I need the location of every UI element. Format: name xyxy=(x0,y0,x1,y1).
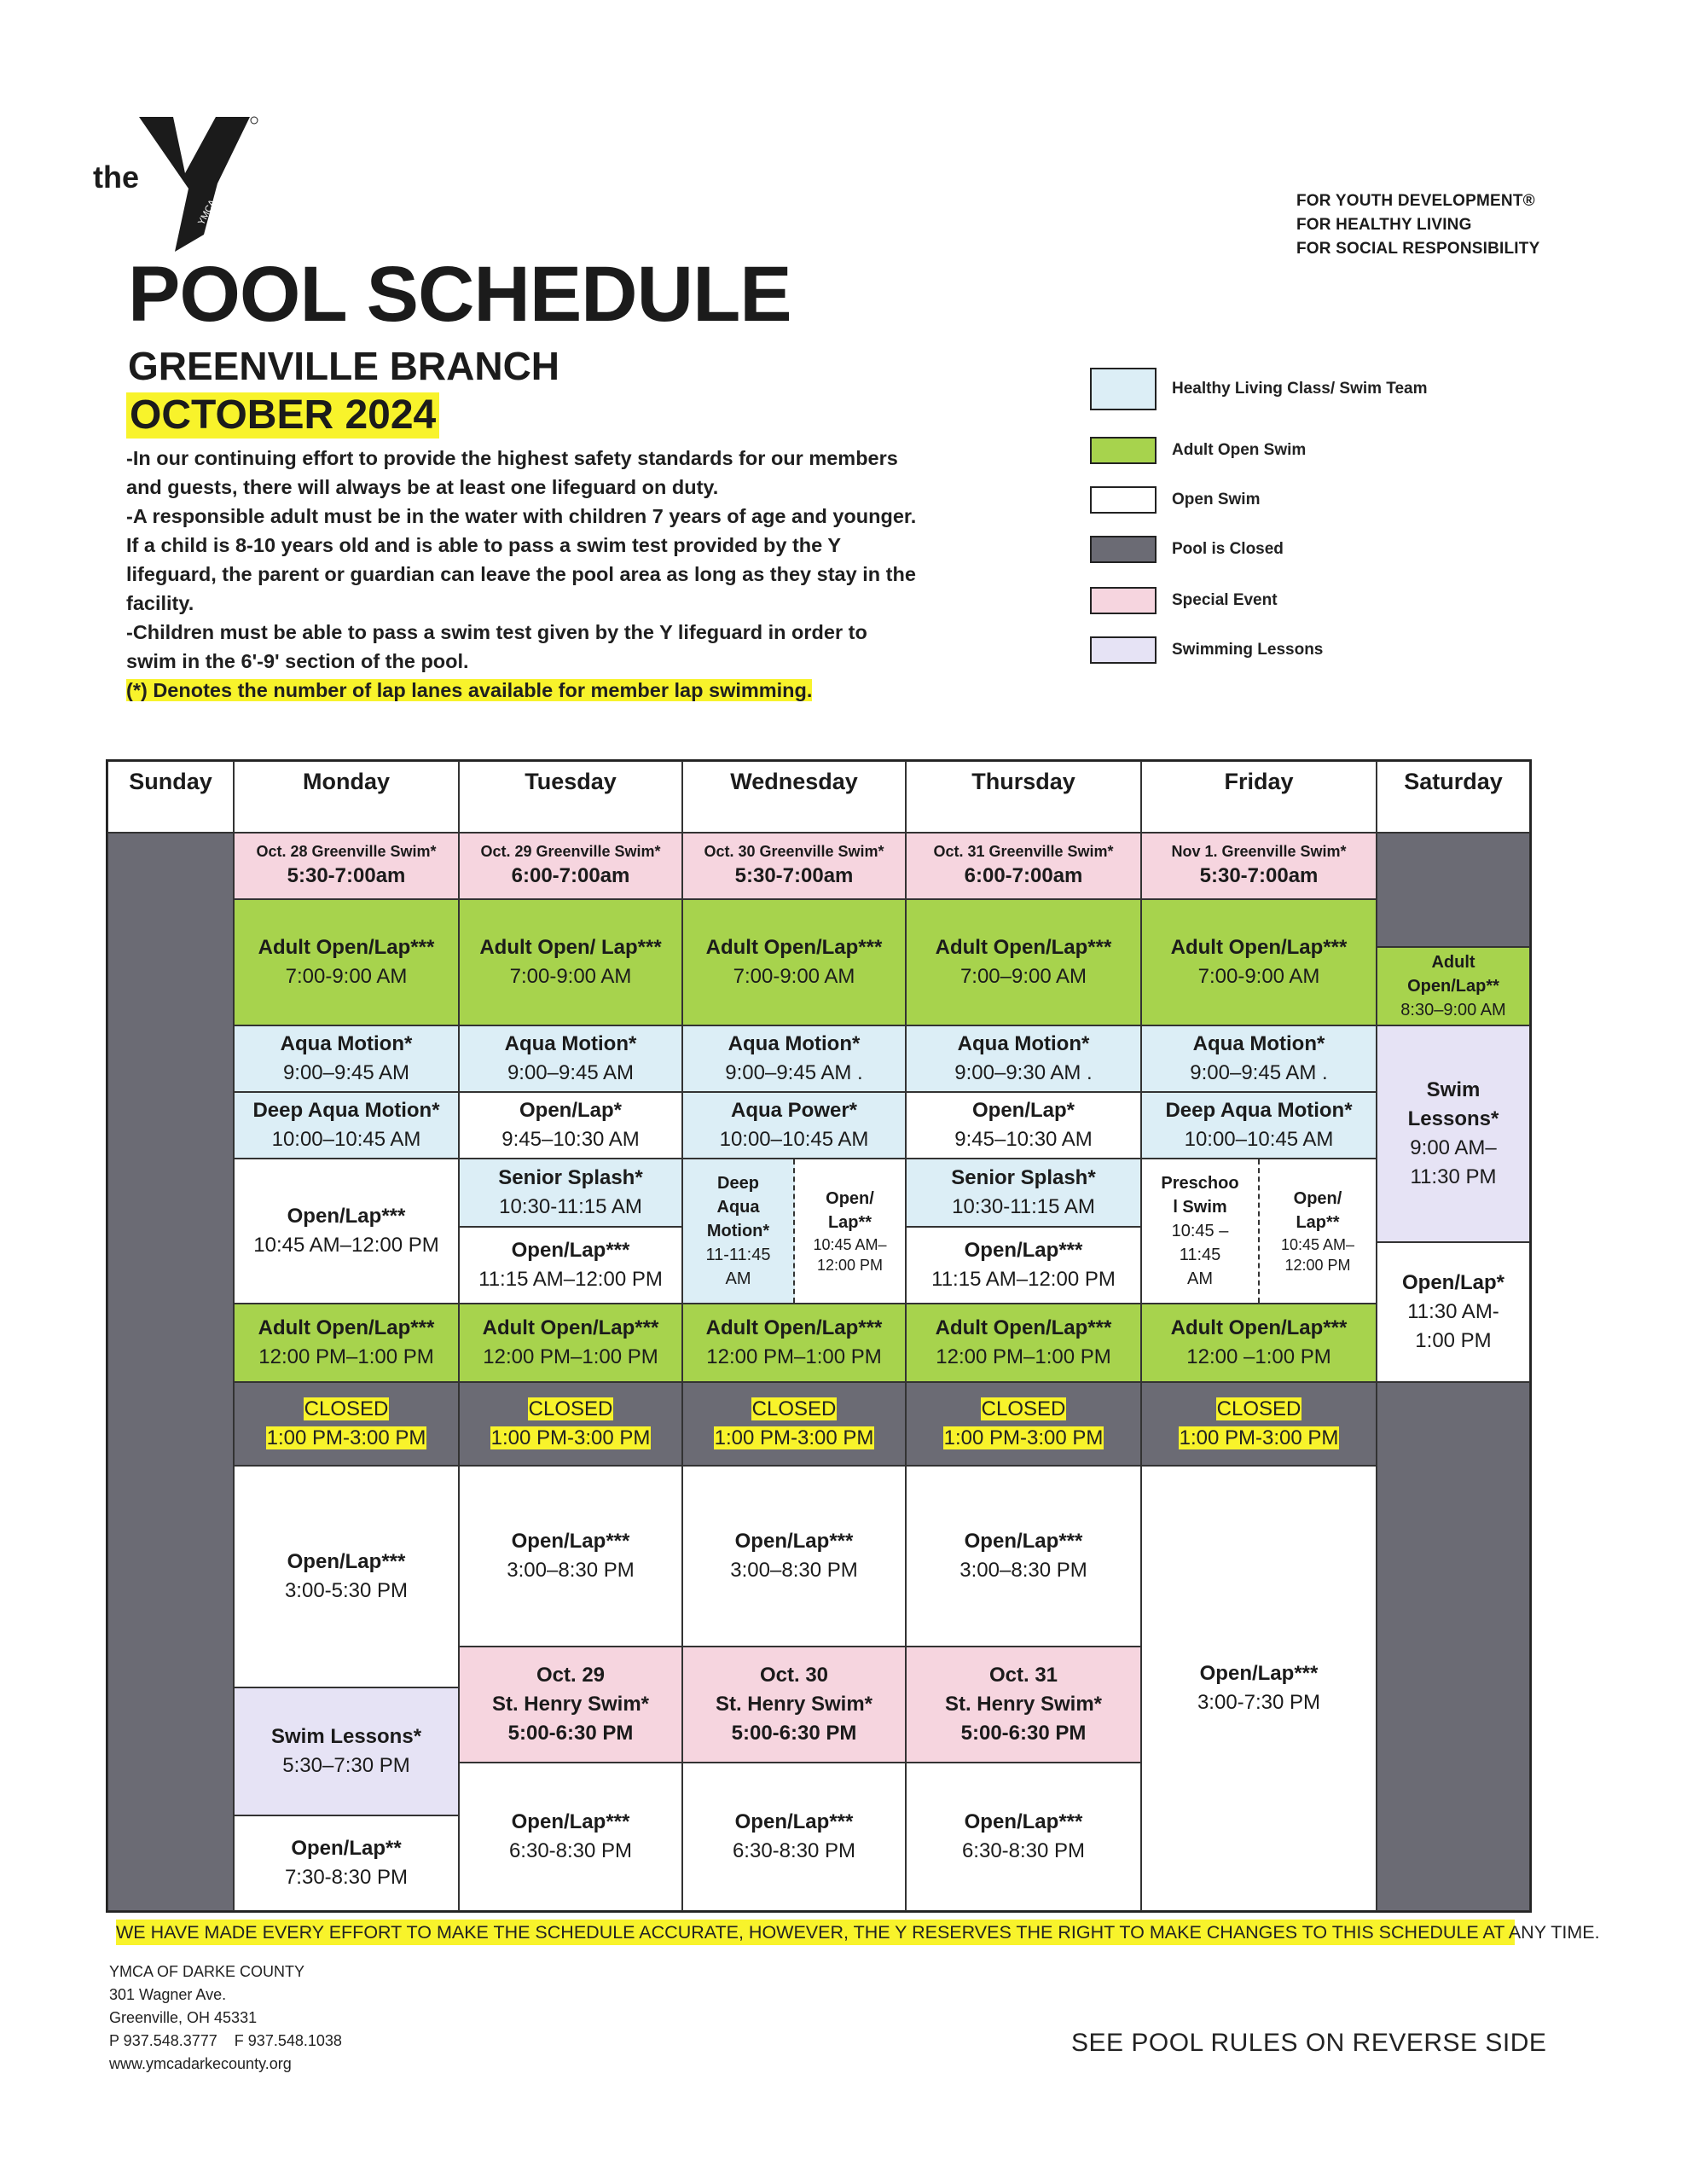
slot-name: Open/Lap* xyxy=(1401,1271,1504,1294)
slot-name: Adult Open/Lap*** xyxy=(482,1316,659,1339)
address-line: P 937.548.3777 F 937.548.1038 xyxy=(109,2032,342,2049)
slot-name: Aqua Motion* xyxy=(957,1032,1090,1055)
legend-item xyxy=(1090,479,1260,520)
address-line: YMCA OF DARKE COUNTY xyxy=(109,1963,305,1980)
legend-swatch xyxy=(1090,636,1157,664)
saturday-closed-block xyxy=(1377,833,1530,947)
slot-name: Adult Open/Lap*** xyxy=(705,1316,883,1339)
note-lap-lanes: (*) Denotes the number of lap lanes available for member lap swimming. xyxy=(126,679,813,701)
slot-time: 12:00 PM–1:00 PM xyxy=(936,1345,1111,1368)
special-event-slot xyxy=(906,1647,1141,1763)
slot-time: 5:30-7:00am xyxy=(287,864,406,887)
slot-name: St. Henry Swim* xyxy=(491,1693,650,1716)
slot-time: 11:15 AM–12:00 PM xyxy=(478,1268,663,1291)
slot-time: 7:30-8:30 PM xyxy=(284,1866,409,1889)
closed-time: 1:00 PM-3:00 PM xyxy=(714,1426,874,1449)
slot-name: Motion* xyxy=(706,1222,770,1240)
schedule-slot-left xyxy=(683,1159,795,1303)
slot-name: Adult Open/Lap*** xyxy=(258,1316,435,1339)
closed-slot xyxy=(682,1382,906,1466)
legend-item xyxy=(1090,529,1284,570)
slot-time: 9:45–10:30 AM xyxy=(954,1128,1093,1151)
slot-time: 6:00-7:00am xyxy=(511,864,630,887)
slot-time: 8:30–9:00 AM xyxy=(1400,1001,1506,1019)
slot-name: Aqua Motion* xyxy=(728,1032,861,1055)
slot-time: 5:00-6:30 PM xyxy=(507,1722,634,1745)
slot-name: Oct. 28 Greenville Swim* xyxy=(256,843,437,860)
legend-label: Healthy Living Class/ Swim Team xyxy=(1172,380,1428,398)
schedule-slot xyxy=(906,1227,1141,1304)
schedule-slot-right xyxy=(1260,1159,1376,1303)
legend-item xyxy=(1090,430,1306,471)
slot-time: 9:45–10:30 AM xyxy=(501,1128,640,1151)
schedule-slot xyxy=(1377,1025,1530,1242)
schedule-slot xyxy=(459,833,682,899)
slot-name: Open/Lap*** xyxy=(1199,1662,1319,1685)
slot-time: 6:30-8:30 PM xyxy=(961,1839,1086,1862)
slot-name: Open/ xyxy=(1293,1189,1342,1208)
legend-item xyxy=(1090,369,1428,410)
closed-slot xyxy=(906,1382,1141,1466)
day-header-thursday: Thursday xyxy=(906,761,1141,833)
legend-swatch xyxy=(1090,368,1157,410)
schedule-slot xyxy=(682,1092,906,1159)
day-header-sunday: Sunday xyxy=(107,761,234,833)
schedule-slot xyxy=(459,1763,682,1911)
schedule-slot xyxy=(1141,833,1377,899)
sunday-closed-block xyxy=(107,833,234,1911)
special-event-slot xyxy=(682,1647,906,1763)
slot-time: 9:00–9:30 AM . xyxy=(954,1061,1093,1084)
slot-name: Adult Open/Lap*** xyxy=(935,936,1112,959)
slot-name: Open/Lap*** xyxy=(734,1530,854,1553)
slot-name: Deep xyxy=(717,1174,759,1193)
ymca-logo xyxy=(90,107,273,252)
slot-time: 12:00 PM xyxy=(1284,1257,1351,1274)
slot-time: 6:30-8:30 PM xyxy=(732,1839,856,1862)
slot-time: 10:45 AM–12:00 PM xyxy=(253,1234,439,1257)
slot-name: Adult Open/Lap*** xyxy=(1170,936,1348,959)
slot-name: Open/Lap*** xyxy=(511,1810,630,1833)
website-link[interactable]: www.ymcadarkecounty.org xyxy=(109,2055,292,2072)
closed-time: 1:00 PM-3:00 PM xyxy=(943,1426,1104,1449)
schedule-slot xyxy=(234,1466,459,1687)
mission-line: FOR HEALTHY LIVING xyxy=(1296,216,1472,234)
slot-time: 5:30–7:30 PM xyxy=(282,1754,410,1777)
page-title: POOL SCHEDULE xyxy=(128,251,791,338)
legend-label: Open Swim xyxy=(1172,491,1261,508)
slot-name: Aqua Motion* xyxy=(504,1032,637,1055)
slot-time: 11:15 AM–12:00 PM xyxy=(931,1268,1116,1291)
legend-swatch xyxy=(1090,437,1157,464)
slot-time: 10:45 AM– xyxy=(813,1236,887,1253)
slot-name: Open/Lap*** xyxy=(511,1239,630,1262)
slot-time: 11:30 AM- xyxy=(1407,1300,1499,1323)
schedule-slot xyxy=(459,1159,682,1227)
slot-name: Open/Lap*** xyxy=(287,1205,406,1228)
schedule-slot xyxy=(906,1466,1141,1647)
safety-notes xyxy=(126,444,919,705)
schedule-slot xyxy=(1141,1092,1377,1159)
schedule-slot xyxy=(459,1227,682,1304)
slot-time: 1:00 PM xyxy=(1415,1329,1492,1352)
slot-name: Aqua Power* xyxy=(730,1099,858,1122)
slot-time: 5:00-6:30 PM xyxy=(960,1722,1087,1745)
slot-name: Adult Open/Lap*** xyxy=(935,1316,1112,1339)
slot-name: St. Henry Swim* xyxy=(715,1693,873,1716)
slot-time: 10:45 AM– xyxy=(1280,1236,1355,1253)
closed-label: CLOSED xyxy=(981,1397,1066,1420)
legend-label: Pool is Closed xyxy=(1172,540,1284,558)
schedule-slot xyxy=(682,1466,906,1647)
schedule-slot xyxy=(234,833,459,899)
legend-label: Adult Open Swim xyxy=(1172,441,1307,459)
slot-time: 12:00 PM–1:00 PM xyxy=(706,1345,882,1368)
slot-name: Aqua Motion* xyxy=(1192,1032,1325,1055)
slot-time: 5:30-7:00am xyxy=(734,864,854,887)
mission-line: FOR YOUTH DEVELOPMENT® xyxy=(1296,192,1535,210)
logo-sub: YMCA xyxy=(196,198,218,227)
schedule-slot xyxy=(459,1304,682,1382)
slot-name: Open/Lap*** xyxy=(511,1530,630,1553)
slot-time: 3:00-5:30 PM xyxy=(284,1579,409,1602)
schedule-slot xyxy=(1377,1242,1530,1382)
slot-time: 9:00–9:45 AM xyxy=(507,1061,635,1084)
slot-name: Deep Aqua Motion* xyxy=(1165,1099,1353,1122)
slot-time: AM xyxy=(1187,1269,1213,1288)
slot-date: Oct. 29 xyxy=(536,1664,606,1687)
closed-time: 1:00 PM-3:00 PM xyxy=(266,1426,426,1449)
slot-time: 12:00 PM–1:00 PM xyxy=(483,1345,658,1368)
schedule-slot xyxy=(906,833,1141,899)
slot-name: Open/Lap* xyxy=(971,1099,1075,1122)
schedule-slot xyxy=(906,1304,1141,1382)
note-deep-end: -Children must be able to pass a swim test given by the Y lifeguard in order to swim in the 6'-9' section of the pool. xyxy=(126,621,867,672)
day-header-tuesday: Tuesday xyxy=(459,761,682,833)
special-event-slot xyxy=(459,1647,682,1763)
slot-name: Adult Open/Lap*** xyxy=(1170,1316,1348,1339)
slot-time: 3:00-7:30 PM xyxy=(1197,1691,1321,1714)
slot-time: 5:30-7:00am xyxy=(1199,864,1319,887)
slot-time: 9:00 AM– xyxy=(1410,1136,1497,1159)
note-supervision: -A responsible adult must be in the water with children 7 years of age and younger. If a child is 8-10 years old and is able to pass a swim test provided by the Y lifeguard, the parent or guardian can leave the pool area as long as they stay in the facility. xyxy=(126,505,917,614)
legend-swatch xyxy=(1090,536,1157,563)
closed-label: CLOSED xyxy=(528,1397,613,1420)
schedule-slot xyxy=(1141,899,1377,1025)
slot-name: Open/Lap*** xyxy=(964,1530,1083,1553)
schedule-slot-right xyxy=(795,1159,905,1303)
legend-label: Special Event xyxy=(1172,591,1278,609)
slot-time: 12:00 PM xyxy=(816,1257,884,1274)
day-header-friday: Friday xyxy=(1141,761,1377,833)
schedule-slot xyxy=(906,1159,1141,1227)
slot-name: Oct. 29 Greenville Swim* xyxy=(480,843,661,860)
slot-time: 6:00-7:00am xyxy=(964,864,1083,887)
slot-name: Lap** xyxy=(827,1213,872,1232)
slot-name: Senior Splash* xyxy=(951,1166,1096,1189)
slot-name: Adult Open/Lap*** xyxy=(258,936,435,959)
slot-time: 7:00-9:00 AM xyxy=(733,965,855,988)
slot-time: 7:00-9:00 AM xyxy=(285,965,408,988)
slot-time: AM xyxy=(725,1269,751,1288)
legend-label: Swimming Lessons xyxy=(1172,641,1324,659)
slot-name: Open/Lap*** xyxy=(964,1810,1083,1833)
closed-label: CLOSED xyxy=(304,1397,389,1420)
slot-name: Adult xyxy=(1431,953,1475,972)
day-header-wednesday: Wednesday xyxy=(682,761,906,833)
slot-time: 11-11:45 xyxy=(705,1246,771,1264)
schedule-slot xyxy=(234,1092,459,1159)
slot-time: 10:00–10:45 AM xyxy=(1184,1128,1334,1151)
slot-name: Senior Splash* xyxy=(498,1166,643,1189)
slot-name: Nov 1. Greenville Swim* xyxy=(1171,843,1347,860)
schedule-slot xyxy=(459,1466,682,1647)
schedule-slot xyxy=(906,899,1141,1025)
slot-name: Lap** xyxy=(1296,1213,1340,1232)
closed-slot xyxy=(1141,1382,1377,1466)
branch-name: GREENVILLE BRANCH xyxy=(128,344,560,388)
slot-name: Lessons* xyxy=(1407,1107,1499,1130)
schedule-month: OCTOBER 2024 xyxy=(126,392,439,439)
slot-time: 10:30-11:15 AM xyxy=(952,1195,1095,1218)
slot-name: Adult Open/Lap*** xyxy=(705,936,883,959)
schedule-slot xyxy=(682,1025,906,1092)
slot-name: Deep Aqua Motion* xyxy=(252,1099,440,1122)
legend-swatch xyxy=(1090,587,1157,614)
slot-time: 3:00–8:30 PM xyxy=(959,1559,1087,1582)
schedule-slot xyxy=(682,899,906,1025)
closed-slot xyxy=(459,1382,682,1466)
slot-name: Aqua Motion* xyxy=(280,1032,413,1055)
schedule-slot xyxy=(906,1092,1141,1159)
schedule-slot xyxy=(1141,1466,1377,1911)
slot-time: 7:00-9:00 AM xyxy=(509,965,632,988)
legend-item xyxy=(1090,580,1278,621)
slot-time: 9:00–9:45 AM . xyxy=(725,1061,863,1084)
legend-swatch xyxy=(1090,486,1157,514)
slot-name: Open/Lap*** xyxy=(287,1550,406,1573)
schedule-slot xyxy=(906,1025,1141,1092)
slot-name: Open/Lap** xyxy=(291,1837,402,1860)
slot-time: 3:00–8:30 PM xyxy=(507,1559,635,1582)
slot-time: 11:30 PM xyxy=(1410,1165,1497,1188)
schedule-slot xyxy=(234,1815,459,1911)
slot-time: 12:00 PM–1:00 PM xyxy=(258,1345,434,1368)
schedule-slot xyxy=(1141,1025,1377,1092)
day-header-monday: Monday xyxy=(234,761,459,833)
slot-date: Oct. 30 xyxy=(759,1664,829,1687)
schedule-slot xyxy=(459,899,682,1025)
legend-item xyxy=(1090,630,1323,671)
slot-name: Adult Open/ Lap*** xyxy=(479,936,662,959)
branch-address xyxy=(109,1960,342,2076)
footer-note: SEE POOL RULES ON REVERSE SIDE xyxy=(1071,2029,1547,2057)
slot-time: 9:00–9:45 AM xyxy=(282,1061,410,1084)
slot-name: Aqua xyxy=(716,1198,760,1217)
slot-time: 12:00 –1:00 PM xyxy=(1186,1345,1331,1368)
slot-name: Open/Lap* xyxy=(519,1099,622,1122)
slot-name: Open/Lap*** xyxy=(734,1810,854,1833)
slot-time: 10:00–10:45 AM xyxy=(271,1128,421,1151)
schedule-slot xyxy=(906,1763,1141,1911)
schedule-slot xyxy=(459,1025,682,1092)
address-line: Greenville, OH 45331 xyxy=(109,2009,258,2026)
slot-time: 10:45 – xyxy=(1171,1222,1229,1240)
slot-time: 5:00-6:30 PM xyxy=(731,1722,857,1745)
slot-name: Swim xyxy=(1426,1078,1481,1101)
slot-name: Oct. 30 Greenville Swim* xyxy=(704,843,884,860)
closed-label: CLOSED xyxy=(1216,1397,1301,1420)
split-slot xyxy=(1141,1159,1377,1304)
closed-label: CLOSED xyxy=(751,1397,837,1420)
slot-time: 10:30-11:15 AM xyxy=(499,1195,642,1218)
slot-time: 10:00–10:45 AM xyxy=(719,1128,869,1151)
slot-time: 7:00–9:00 AM xyxy=(959,965,1087,988)
schedule-slot-left xyxy=(1142,1159,1260,1303)
saturday-closed-block xyxy=(1377,1382,1530,1911)
schedule-slot xyxy=(234,1025,459,1092)
slot-time: 6:30-8:30 PM xyxy=(508,1839,633,1862)
slot-name: l Swim xyxy=(1173,1198,1227,1217)
slot-name: Open/Lap** xyxy=(1407,977,1499,996)
note-lifeguard: -In our continuing effort to provide the highest safety standards for our members and guests, there will always be at least one lifeguard on duty. xyxy=(126,447,898,498)
slot-time: 3:00–8:30 PM xyxy=(730,1559,858,1582)
slot-name: Open/ xyxy=(826,1189,874,1208)
schedule-slot xyxy=(1377,947,1530,1025)
mission-statement xyxy=(1296,189,1539,261)
schedule-slot xyxy=(234,1687,459,1815)
address-line: 301 Wagner Ave. xyxy=(109,1986,227,2003)
slot-time: 7:00-9:00 AM xyxy=(1197,965,1320,988)
slot-name: Swim Lessons* xyxy=(270,1725,422,1748)
schedule-slot xyxy=(682,833,906,899)
day-header-saturday: Saturday xyxy=(1377,761,1530,833)
closed-slot xyxy=(234,1382,459,1466)
schedule-slot xyxy=(234,1159,459,1304)
schedule-slot xyxy=(234,1304,459,1382)
split-slot xyxy=(682,1159,906,1304)
slot-date: Oct. 31 xyxy=(988,1664,1058,1687)
slot-name: Oct. 31 Greenville Swim* xyxy=(933,843,1114,860)
schedule-slot xyxy=(1141,1304,1377,1382)
schedule-slot xyxy=(234,899,459,1025)
schedule-slot xyxy=(682,1763,906,1911)
slot-name: Preschoo xyxy=(1161,1174,1239,1193)
schedule-table xyxy=(106,759,1532,1913)
slot-name: Open/Lap*** xyxy=(964,1239,1083,1262)
schedule-slot xyxy=(459,1092,682,1159)
slot-name: St. Henry Swim* xyxy=(944,1693,1103,1716)
slot-time: 9:00–9:45 AM . xyxy=(1190,1061,1328,1084)
schedule-slot xyxy=(682,1304,906,1382)
slot-time: 11:45 xyxy=(1179,1246,1221,1264)
closed-time: 1:00 PM-3:00 PM xyxy=(1179,1426,1339,1449)
disclaimer: WE HAVE MADE EVERY EFFORT TO MAKE THE SCHEDULE ACCURATE, HOWEVER, THE Y RESERVES THE RIGHT TO MAKE CHANGES TO THIS SCHEDULE AT ANY TIME. xyxy=(116,1920,1515,1945)
mission-line: FOR SOCIAL RESPONSIBILITY xyxy=(1296,240,1540,258)
logo-word: the xyxy=(93,160,139,195)
closed-time: 1:00 PM-3:00 PM xyxy=(490,1426,651,1449)
